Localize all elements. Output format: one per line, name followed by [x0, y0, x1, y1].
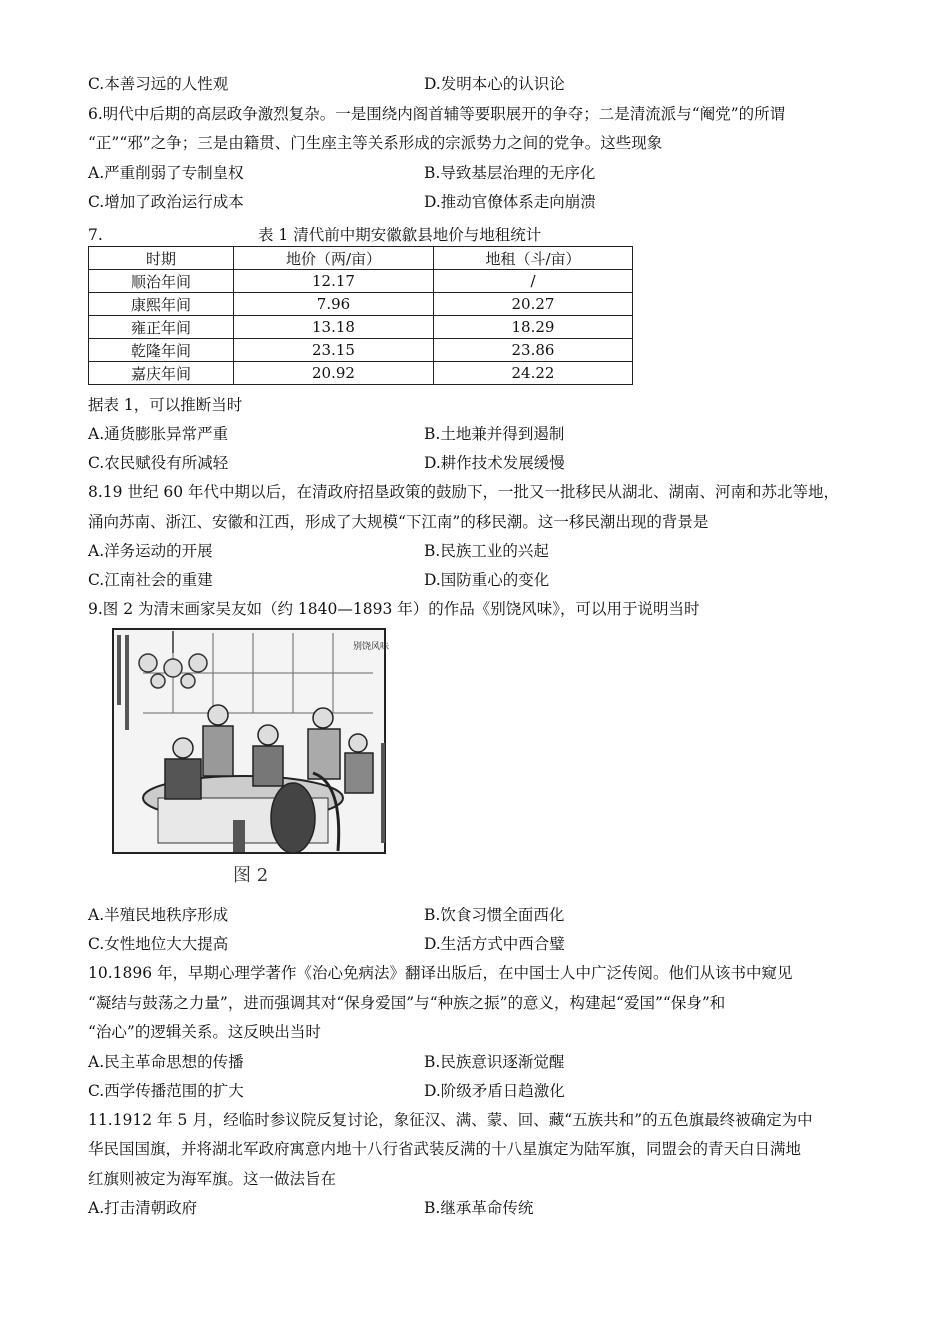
q6-option-a[interactable]: A.严重削弱了专制皇权 — [88, 164, 244, 182]
q11-option-b[interactable]: B.继承革命传统 — [424, 1199, 534, 1217]
q7-stem: 据表 1，可以推断当时 — [88, 396, 243, 414]
q10-option-a[interactable]: A.民主革命思想的传播 — [88, 1053, 244, 1071]
header-land-rent: 地租（斗/亩） — [434, 247, 633, 270]
figure-label: 图 2 — [233, 865, 269, 886]
q7-option-b[interactable]: B.土地兼并得到遏制 — [424, 425, 565, 443]
q7-option-d[interactable]: D.耕作技术发展缓慢 — [424, 454, 565, 472]
q7-option-a[interactable]: A.通货膨胀异常严重 — [88, 425, 229, 443]
table-cell: 12.17 — [234, 270, 434, 293]
header-land-price: 地价（两/亩） — [234, 247, 434, 270]
table-cell: 嘉庆年间 — [89, 362, 234, 385]
q7-number: 7. — [88, 226, 103, 244]
table-cell: 23.86 — [434, 339, 633, 362]
q6-stem-line-2: “正”“邪”之争；三是由籍贯、门生座主等关系形成的宗派势力之间的党争。这些现象 — [88, 134, 663, 152]
table-cell: 20.27 — [434, 293, 633, 316]
q10-stem-line-1: 10.1896 年，早期心理学著作《治心免病法》翻译出版后，在中国士人中广泛传阅。他们从该书中窥见 — [88, 964, 793, 982]
q5-option-c[interactable]: C.本善习远的人性观 — [88, 75, 229, 93]
q6-option-b[interactable]: B.导致基层治理的无序化 — [424, 164, 596, 182]
table-cell: 康熙年间 — [89, 293, 234, 316]
table-cell: 23.15 — [234, 339, 434, 362]
q6-stem-line-1: 6.明代中后期的高层政争激烈复杂。一是围绕内阁首辅等要职展开的争夺；二是清流派与“阉党”的所谓 — [88, 105, 786, 123]
q10-option-b[interactable]: B.民族意识逐渐觉醒 — [424, 1053, 565, 1071]
table-cell: 雍正年间 — [89, 316, 234, 339]
q9-stem: 9.图 2 为清末画家吴友如（约 1840—1893 年）的作品《别饶风味》，可以用于说明当时 — [88, 600, 700, 618]
q9-option-b[interactable]: B.饮食习惯全面西化 — [424, 906, 565, 924]
q5-option-d[interactable]: D.发明本心的认识论 — [424, 75, 565, 93]
q11-option-a[interactable]: A.打击清朝政府 — [88, 1199, 198, 1217]
q7-option-c[interactable]: C.农民赋役有所减轻 — [88, 454, 229, 472]
table-header-row — [89, 247, 633, 270]
table-cell: 20.92 — [234, 362, 434, 385]
q6-option-c[interactable]: C.增加了政治运行成本 — [88, 193, 244, 211]
q8-stem-line-1: 8.19 世纪 60 年代中期以后，在清政府招垦政策的鼓励下，一批又一批移民从湖北、湖南、河南和苏北等地， — [88, 483, 840, 501]
q11-stem-line-2: 华民国国旗，并将湖北军政府寓意内地十八行省武装反满的十八星旗定为陆军旗，同盟会的青天白日满地 — [88, 1140, 802, 1158]
q11-stem-line-1: 11.1912 年 5 月，经临时参议院反复讨论，象征汉、满、蒙、回、藏“五族共和”的五色旗最终被确定为中 — [88, 1111, 813, 1129]
table-cell: 13.18 — [234, 316, 434, 339]
dining-scene-illustration — [103, 623, 408, 891]
painting-title-mark: 别饶风味 — [353, 642, 390, 652]
table-row — [89, 270, 633, 293]
q6-option-d[interactable]: D.推动官僚体系走向崩溃 — [424, 193, 596, 211]
q8-option-c[interactable]: C.江南社会的重建 — [88, 571, 213, 589]
table-cell: 24.22 — [434, 362, 633, 385]
table-caption: 表 1 清代前中期安徽歙县地价与地租统计 — [258, 226, 542, 244]
q8-option-d[interactable]: D.国防重心的变化 — [424, 571, 550, 589]
q9-option-a[interactable]: A.半殖民地秩序形成 — [88, 906, 229, 924]
q11-stem-line-3: 红旗则被定为海军旗。这一做法旨在 — [88, 1170, 337, 1188]
painting-figure — [103, 623, 408, 891]
q10-option-c[interactable]: C.西学传播范围的扩大 — [88, 1082, 244, 1100]
table-row — [89, 362, 633, 385]
q8-option-b[interactable]: B.民族工业的兴起 — [424, 542, 549, 560]
q8-stem-line-2: 涌向苏南、浙江、安徽和江西，形成了大规模“下江南”的移民潮。这一移民潮出现的背景是 — [88, 513, 709, 531]
table-row — [89, 316, 633, 339]
table-row — [89, 339, 633, 362]
table-row — [89, 293, 633, 316]
table-cell: 7.96 — [234, 293, 434, 316]
q10-stem-line-3: “治心”的逻辑关系。这反映出当时 — [88, 1023, 321, 1041]
land-price-table — [88, 246, 633, 385]
table-cell: / — [434, 270, 633, 293]
q10-option-d[interactable]: D.阶级矛盾日趋激化 — [424, 1082, 565, 1100]
table-cell: 18.29 — [434, 316, 633, 339]
table-cell: 顺治年间 — [89, 270, 234, 293]
q9-option-c[interactable]: C.女性地位大大提高 — [88, 935, 229, 953]
q10-stem-line-2: “凝结与鼓荡之力量”，进而强调其对“保身爱国”与“种族之振”的意义，构建起“爱国”“保身”和 — [88, 994, 726, 1012]
header-period: 时期 — [89, 247, 234, 270]
q8-option-a[interactable]: A.洋务运动的开展 — [88, 542, 213, 560]
q9-option-d[interactable]: D.生活方式中西合璧 — [424, 935, 565, 953]
table-cell: 乾隆年间 — [89, 339, 234, 362]
